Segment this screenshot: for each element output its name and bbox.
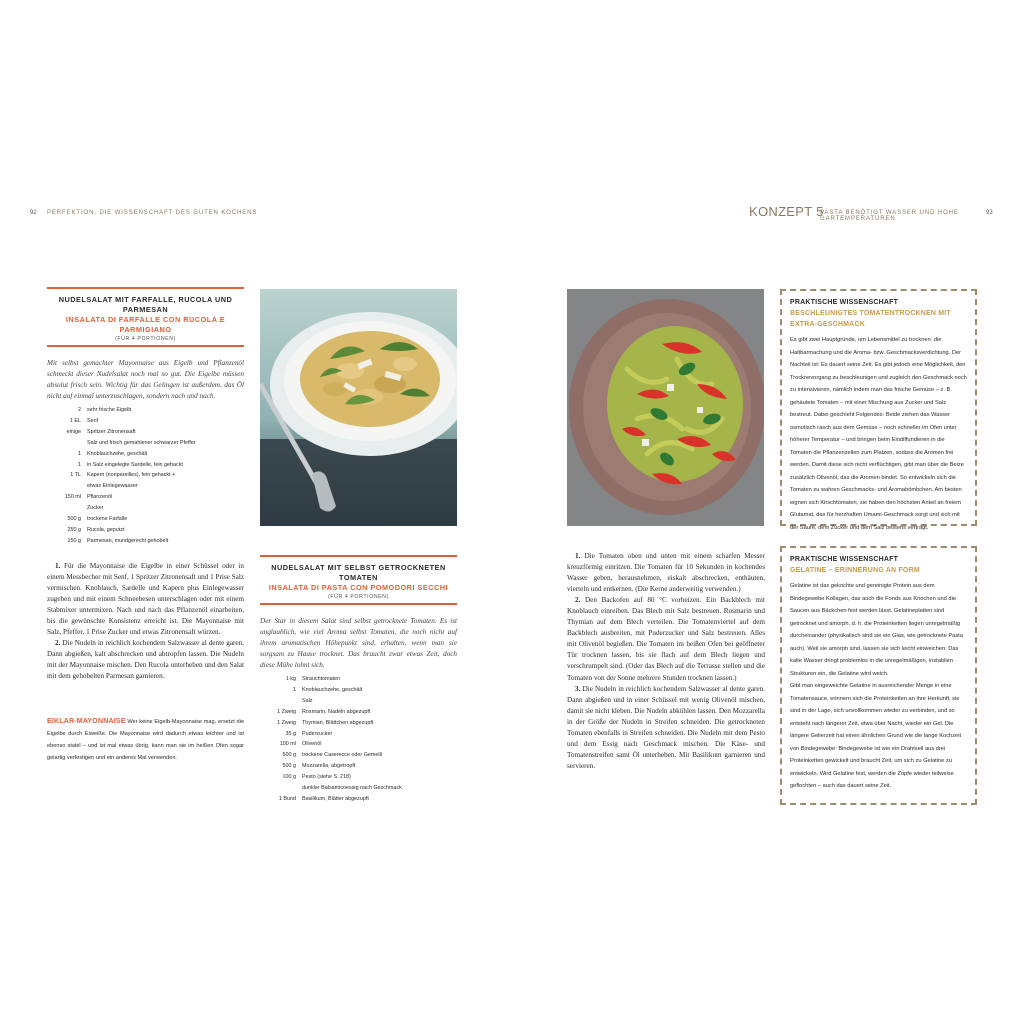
box-text: Es gibt zwei Hauptgründe, um Lebensmittel zu trocknen: die Haltbarmachung und die Aroma- bzw. Geschmacksverdichtung. Der Nachteil ist: Es dauert seine Zeit. Es gibt jedoch eine Möglichkeit, den Trocknevorgang zu beschleunigen und zugleich den Geschmack noch zu intensivieren, nämlich indem man das frische Gemüse – z. B. gehäutete Tomaten – mit einer Mischung aus Zucker und Salz bestreut. Dabei geschieht Folgendes: Beide ziehen das Wasser osmotisch rasch aus dem Gemüse – noch schneller im Ofen unter höherer Temperatur – und bringen beim Eindiffundieren in die Tomaten die Pflanzenzellen zum Platzen, sodass die Aromen frei werden. Damit diese sich nicht verflüchtigen, gibt man über die Beize zusätzlich Olivenöl, das die Aromen bindet. So entwickeln sich die Tomaten zu wahren Geschmacks- und Aromabömbchen. Am besten eignen sich Kirschtomaten, sie haben den höchsten Anteil an freiem Glutamat, das für herzhaften Umami-Geschmack sorgt und sich mit der Säure, dem Zucker und dem Salz bestens verträgt.: [790, 337, 967, 531]
recipe-steps: [567, 551, 765, 772]
title-rule-bottom: [47, 345, 244, 347]
box-title: PRAKTISCHE WISSENSCHAFT BESCHLEUNIGTES TOMATENTROCKNEN MIT EXTRA-GESCHMACK: [790, 299, 951, 328]
ingredient-row: 1 Knoblauchzehe, geschält: [78, 450, 148, 457]
box-text: Gelatine ist das gekochte und gereinigte Protein aus dem Bindegewebe Kollagen, das auch die Fonds aus Knochen und die Saucen aus Bäckchen fest werden lässt. Gelatineplatten sind getrocknet und amorph, d. h. die Proteinketten liegen unregelmäßig durcheinander (physikalisch sind sie ein Glas, wie getrocknete Pasta auch). Weil sie amorph sind, lassen sie sich leicht einweichen: Das kalte Wasser dringt problemlos in die unregelmäßigen, instabilen Strukturen ein, die Gelatine wird weich.: [790, 583, 963, 677]
ingredient-row: 1 Zweig Thymian, Blättchen abgezupft: [277, 719, 374, 726]
ingredient-row: 500 g Mozzarella, abgetropft: [282, 763, 356, 770]
science-box-tomato-drying: [780, 289, 977, 531]
recipe-step: 1. Für die Mayonnaise die Eigelbe in einer Schüssel oder in einem Messbecher mit Senf, 1 Spritzer Zitronensaft und 1 Prise Salz vermischen. Knoblauch, Sardelle und Kapern plus Einlegewasser zugeben und mit einem Schneebesen unterschlagen oder mit einem Stabmixer untermixen. Nach und nach das Pflanzenöl einarbeiten, bis die gewünschte Konsistenz erreicht ist. Die Mayonnaise mit Salz, Pfeffer, 1 Prise Zucker und etwas Zitronensaft würzen.: [47, 562, 245, 637]
ingredient-row: Zucker: [87, 505, 104, 512]
farfalle-salad-photo: [260, 289, 457, 526]
ingredient-row: 1 Knoblauchzehe, geschält: [293, 686, 363, 693]
recipe-intro: Der Star in diesem Salat sind selbst getrocknete Tomaten. Es ist unglaublich, wie viel Aroma selbst Tomaten, die noch nicht auf ihrem aromatischen Höhepunkt sind, erhalten, wenn man sie sorgsam zu Hause trocknet. Das braucht zwar etwas Zeit, doch diese Mühe lohnt sich.: [260, 617, 457, 669]
title-rule: [260, 555, 457, 557]
right-running-head: PASTA BENÖTIGT WASSER UND HOHE GARTEMPERATUREN: [820, 210, 959, 222]
recipe-subtitle: INSALATA DI FARFALLE CON RUCOLA E PARMIGIANO: [65, 315, 226, 334]
tip-label: EIKLAR-MAYONNAISE: [47, 718, 126, 725]
ingredient-list: [49, 405, 249, 547]
ingredient-row: Salz: [302, 697, 313, 704]
ingredient-row: 1 Bund Basilikum, Blätter abgezupft: [278, 795, 369, 802]
ingredient-row: 1 EL Senf: [69, 417, 99, 424]
ingredient-row: Salz und frisch gemahlener schwarzer Pfeffer: [87, 439, 196, 446]
science-box-gelatine: [780, 546, 977, 805]
ingredient-row: dunkler Balsamicoessig nach Geschmack: [302, 785, 402, 792]
ingredient-row: 100 ml Olivenöl: [279, 741, 322, 748]
tip-block: [47, 716, 244, 764]
ingredient-row: 1 TL Kapern (nonpareilles), fein gehackt +: [70, 472, 176, 479]
box-text: Gibt man eingeweichte Gelatine in ausreichender Menge in eine Tomatensauce, erinnern sich die Proteinketten an ihre Herkunft, sie sind in der Lage, sich unvollkommen wieder zu verbinden, und so entsteht nach längerer Zeit, etwa über Nacht, wieder ein Gel. Die längere Gelierzeit hat einen ähnlichen Grund wie die lange Kochzeit von Bindegewebe: Bindegewebe ist wie ein Drahtseil aus drei Proteinketten gewickelt und braucht Zeit, um sich zu Gelatine zu entwickeln. Wird Gelatine fest, werden die Zöpfe wieder teilweise geflochten – auch das dauert seine Zeit.: [790, 683, 962, 789]
right-page-number: 93: [986, 210, 993, 216]
ingredient-row: 150 g Parmesan, mundgerecht gehobelt: [67, 537, 169, 544]
recipe-steps: [47, 561, 244, 683]
recipe-step: 2. Den Backofen auf 80 °C vorheizen. Ein Backblech mit Knoblauch einreiben. Das Blech mit Salz bestreuen. Rosmarin und Thymian auf dem Blech verteilen. Die Tomatenviertel auf dem Backblech ausbreiten, mit Puderzucker und Salz bestreuen. Alles mit Olivenöl begießen. Die Tomaten im heißen Ofen bei geöffneter Tür trocknen lassen, bis sie flach auf dem Blech liegen und verschrumpelt sind. (Oder das Blech auf die Terrasse stellen und die Tomaten von der Sonne mehrere Stunden trocknen lassen.): [567, 596, 766, 682]
recipe-step: 1. Die Tomaten oben und unten mit einem scharfen Messer kreuzförmig einritzen. Die Tomaten für 10 Sekunden in kochendes Wasser geben, herausnehmen, eiskalt abschrecken, enthäuten, vierteln und entkernen. (Die Kerne anderweitig verwenden.): [567, 552, 766, 594]
konzept-label: KONZEPT 5: [749, 204, 824, 219]
recipe-title: NUDELSALAT MIT SELBST GETROCKNETEN TOMATEN: [271, 563, 446, 582]
ingredient-row: einige Spritzer Zitronensaft: [66, 428, 136, 435]
ingredient-row: 1 Zweig Rosmarin, Nadeln abgezupft: [277, 708, 371, 715]
recipe-step: 3. Die Nudeln in reichlich kochendem Salzwasser al dente garen. Dann abgießen und in einer Schüssel mit wenig Olivenöl mischen, damit sie nicht kleben. Die Nudeln abkühlen lassen. Den Mozzarella in der Größe der Nudeln in Streifen schneiden. Die getrockneten Tomaten ebenfalls in Streifen schneiden. Die Nudeln mit dem Pesto und dem Essig nach Geschmack mischen. Die Käse- und Tomatenstreifen samt Öl unterheben. Mit Basilikum garnieren und servieren.: [567, 684, 766, 770]
recipe-subtitle: INSALATA DI PASTA CON POMODORI SECCHI: [268, 583, 449, 592]
box-title: PRAKTISCHE WISSENSCHAFT GELATINE – ERINNERUNG AN FORM: [790, 556, 920, 574]
recipe-tomato-salad: [260, 555, 457, 671]
ingredient-row: 2 sehr frische Eigelb: [78, 407, 132, 413]
tomato-pasta-photo: [567, 289, 764, 526]
ingredient-row: 1 kg Strauchtomaten: [285, 676, 341, 682]
ingredient-row: 250 g Rucola, geputzt: [67, 526, 125, 533]
ingredient-row: 150 ml Pflanzenöl: [64, 494, 113, 501]
recipe-portions: (FÜR 4 PORTIONEN): [328, 594, 389, 600]
recipe-farfalle: [47, 287, 244, 402]
recipe-intro: Mit selbst gemachter Mayonnaise aus Eigelb und Pflanzenöl schmeckt dieser Nudelsalat noch mal so gut. Die Eigelbe müssen absolut frisch sein. Wichtig für das Gelingen ist außerdem, das Öl nicht auf einmal unterzuschlagen, sondern nach und nach.: [47, 359, 244, 400]
ingredient-row: etwas Einlegewasser: [87, 483, 138, 490]
title-rule: [47, 287, 244, 289]
ingredient-row: 500 g trockene Caserecce oder Gemelli: [282, 752, 382, 759]
recipe-portions: (FÜR 4 PORTIONEN): [115, 336, 176, 342]
left-page-number: 92: [30, 210, 37, 216]
title-rule-bottom: [260, 603, 457, 605]
ingredient-row: 100 g Pesto (siehe S. 218): [282, 774, 351, 781]
ingredient-row: 500 g trockene Farfalle: [67, 516, 128, 523]
tip-text: Wer keine Eigelb-Mayonnaise mag, ersetzt die Eigelbe durch Eiweiße. Die Mayonnaise wird dadurch etwas leichter und ist ebenso stabil – und ist mal etwas übrig, kann man sie im heißen Ofen sogar gelartig verfestigen und ein anderes Mal verwenden.: [47, 719, 244, 761]
recipe-title: NUDELSALAT MIT FARFALLE, RUCOLA UND PARMESAN: [58, 295, 233, 314]
ingredient-list: [264, 674, 464, 805]
ingredient-row: 35 g Puderzucker: [285, 730, 333, 737]
recipe-step: 2. Die Nudeln in reichlich kochendem Salzwasser al dente garen. Dann abgießen, kalt abschrecken und abtropfen lassen. Die Nudeln mit der Mayonnaise mischen. Den Rucola unterheben und den Salat mit dem gehobelten Parmesan garnieren.: [47, 639, 245, 681]
left-running-head: PERFEKTION. DIE WISSENSCHAFT DES GUTEN KOCHENS: [47, 210, 258, 216]
ingredient-row: 1 in Salz eingelegte Sardelle, fein gehackt: [78, 461, 183, 468]
